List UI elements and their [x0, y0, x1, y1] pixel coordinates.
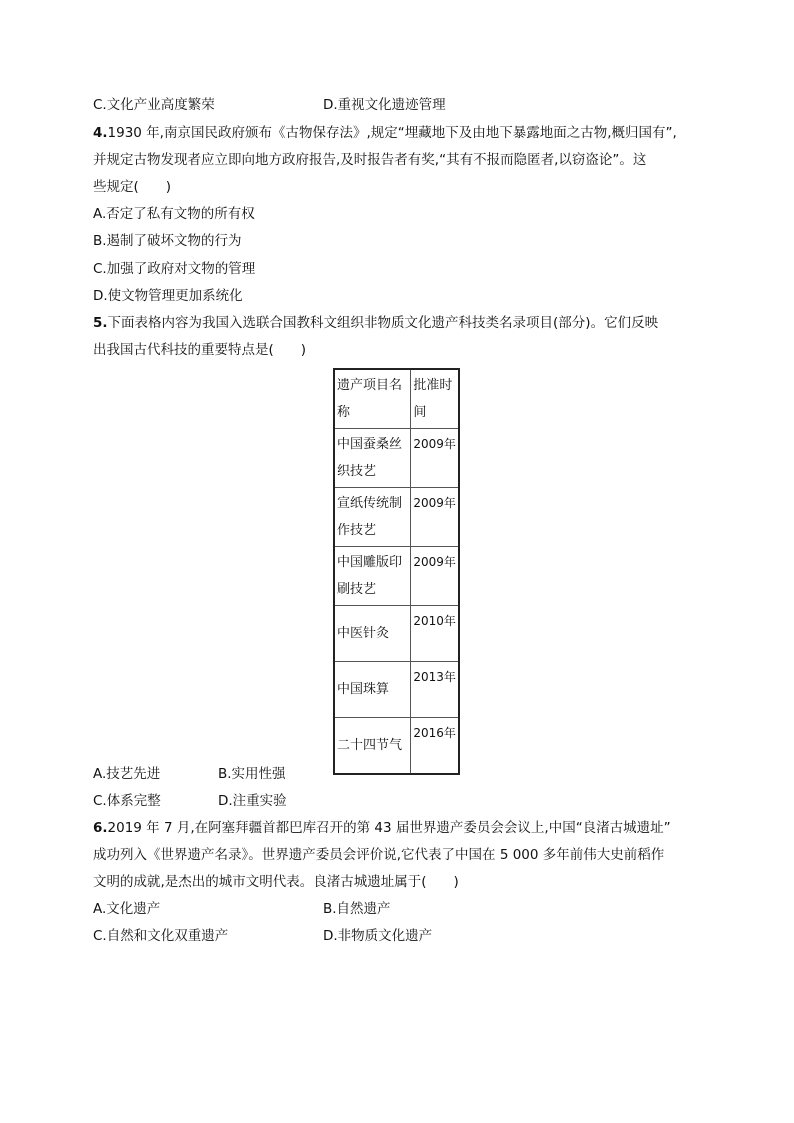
- table-row: [334, 547, 459, 606]
- table-row: [334, 662, 459, 718]
- q4-stem-line3: 些规定( ): [93, 179, 172, 195]
- q6-stem-line2: 成功列入《世界遗产名录》。世界遗产委员会评价说,它代表了中国在 5 000 多年前伟大史前稻作: [93, 847, 665, 863]
- heritage-table: [333, 368, 460, 775]
- q4-option-b[interactable]: B.遏制了破坏文物的行为: [93, 233, 242, 249]
- table-row: [334, 606, 459, 662]
- table-header-row: [334, 369, 459, 429]
- q5-stem-line1: [93, 313, 658, 333]
- q6-option-b[interactable]: B.自然遗产: [323, 901, 391, 917]
- q3-option-c[interactable]: C.文化产业高度繁荣: [93, 97, 215, 113]
- q5-option-c[interactable]: C.体系完整: [93, 793, 161, 809]
- q5-options-cd: [93, 791, 287, 811]
- row-year: 2016年: [411, 718, 459, 774]
- q5-option-a[interactable]: A.技艺先进: [93, 766, 161, 782]
- row-name: 中国珠算: [334, 662, 411, 718]
- q6-number: 6.: [93, 820, 108, 836]
- q6-options-ab: [93, 899, 391, 919]
- row-name: 二十四节气: [334, 718, 411, 774]
- q6-option-c[interactable]: C.自然和文化双重遗产: [93, 928, 229, 944]
- row-year: 2009年: [411, 429, 459, 488]
- q5-options-ab: [93, 764, 286, 784]
- row-name: 中国雕版印刷技艺: [334, 547, 411, 606]
- q6-text-line1: 2019 年 7 月,在阿塞拜疆首都巴库召开的第 43 届世界遗产委员会会议上,中国“良渚古城遗址”: [107, 820, 671, 836]
- q4-option-d[interactable]: D.使文物管理更加系统化: [93, 288, 243, 304]
- table-row: [334, 718, 459, 774]
- q5-text-line1: 下面表格内容为我国入选联合国教科文组织非物质文化遗产科技类名录项目(部分)。它们反映: [107, 315, 659, 331]
- q6-option-d[interactable]: D.非物质文化遗产: [323, 928, 433, 944]
- q5-option-d[interactable]: D.注重实验: [218, 793, 287, 809]
- q4-option-a[interactable]: A.否定了私有文物的所有权: [93, 206, 255, 222]
- q4-option-c[interactable]: C.加强了政府对文物的管理: [93, 261, 256, 277]
- row-year: 2010年: [411, 606, 459, 662]
- q4-number: 4.: [93, 125, 108, 141]
- q4-stem-line1: [93, 123, 677, 143]
- q3-options: [93, 95, 446, 115]
- q5-stem-line2: 出我国古代科技的重要特点是( ): [93, 342, 307, 358]
- q5-number: 5.: [93, 315, 108, 331]
- table-row: [334, 488, 459, 547]
- table-row: [334, 429, 459, 488]
- q3-option-d[interactable]: D.重视文化遗迹管理: [323, 97, 446, 113]
- row-year: 2009年: [411, 488, 459, 547]
- row-year: 2013年: [411, 662, 459, 718]
- q6-option-a[interactable]: A.文化遗产: [93, 901, 161, 917]
- row-name: 中国蚕桑丝织技艺: [334, 429, 411, 488]
- row-name: 宣纸传统制作技艺: [334, 488, 411, 547]
- q6-options-cd: [93, 926, 432, 946]
- q4-stem-line2: 并规定古物发现者应立即向地方政府报告,及时报告者有奖,“其有不报而隐匿者,以窃盗论”。这: [93, 152, 647, 168]
- q4-text-line1: 1930 年,南京国民政府颁布《古物保存法》,规定“埋藏地下及由地下暴露地面之古物,概归国有”,: [107, 125, 677, 141]
- header-name: 遗产项目名称: [334, 369, 411, 429]
- q5-option-b[interactable]: B.实用性强: [218, 766, 286, 782]
- q6-stem-line1: [93, 818, 671, 838]
- row-name: 中医针灸: [334, 606, 411, 662]
- row-year: 2009年: [411, 547, 459, 606]
- header-year: 批准时间: [411, 369, 459, 429]
- q6-stem-line3: 文明的成就,是杰出的城市文明代表。良渚古城遗址属于( ): [93, 874, 459, 890]
